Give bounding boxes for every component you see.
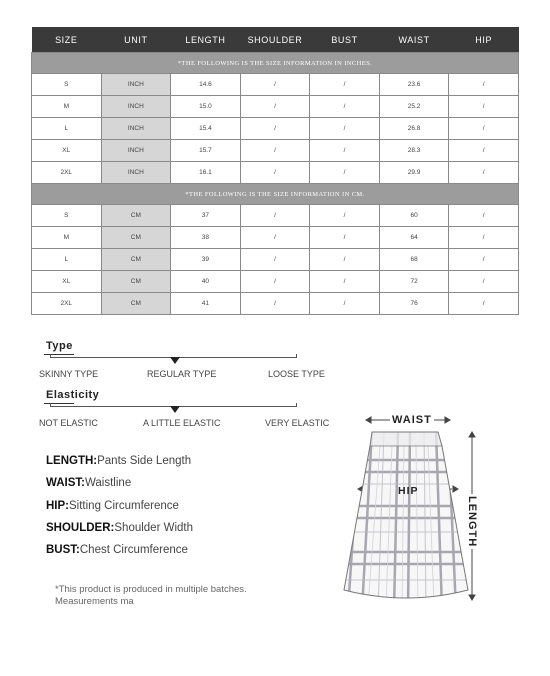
table-cell: / <box>240 96 310 118</box>
table-cell: / <box>310 249 380 271</box>
table-cell: 26.8 <box>379 118 449 140</box>
table-cell: 76 <box>379 293 449 315</box>
table-cell: 16.1 <box>171 162 241 184</box>
definition-waist <box>46 477 193 499</box>
header-shoulder: SHOULDER <box>240 27 310 53</box>
table-cell: XL <box>32 140 102 162</box>
table-cell: / <box>240 205 310 227</box>
note-line-2: Measurements ma <box>55 596 134 607</box>
definition-value: Chest Circumference <box>79 544 188 557</box>
table-cell: / <box>240 118 310 140</box>
definition-shoulder <box>46 522 193 544</box>
note-line-1: *This product is produced in multiple batches. <box>55 584 247 595</box>
elasticity-option-very: VERY ELASTIC <box>265 418 330 428</box>
hip-dimension-label: HIP <box>398 485 419 497</box>
table-cell: INCH <box>101 96 171 118</box>
table-cell: / <box>310 118 380 140</box>
table-cell: / <box>240 271 310 293</box>
table-body <box>32 53 519 315</box>
table-cell: L <box>32 249 102 271</box>
table-cell: M <box>32 227 102 249</box>
table-cell: L <box>32 118 102 140</box>
table-cell: CM <box>101 293 171 315</box>
table-cell: / <box>310 140 380 162</box>
definition-value: Pants Side Length <box>97 455 192 467</box>
table-cell: XL <box>32 271 102 293</box>
title-underline <box>44 354 74 355</box>
type-title-text: Type <box>46 340 73 352</box>
table-cell: / <box>240 293 310 315</box>
table-cell: / <box>449 118 519 140</box>
table-cell: / <box>449 271 519 293</box>
table-cell: / <box>310 293 380 315</box>
type-option-loose: LOOSE TYPE <box>268 369 325 379</box>
elasticity-option-little: A LITTLE ELASTIC <box>143 418 221 428</box>
table-cell: 64 <box>379 227 449 249</box>
table-cell: 29.9 <box>379 162 449 184</box>
length-dimension-label: LENGTH <box>466 496 478 548</box>
table-cell: CM <box>101 249 171 271</box>
table-cell: 15.7 <box>171 140 241 162</box>
table-row <box>32 227 519 249</box>
measurement-definitions <box>46 455 193 566</box>
header-bust: BUST <box>310 27 380 53</box>
table-cell: / <box>240 140 310 162</box>
definition-key: LENGTH: <box>46 455 98 467</box>
table-cell: 60 <box>379 205 449 227</box>
table-row <box>32 205 519 227</box>
table-cell: / <box>310 205 380 227</box>
type-option-regular: REGULAR TYPE <box>147 369 217 379</box>
table-cell: / <box>449 249 519 271</box>
table-cell: M <box>32 96 102 118</box>
table-cell: / <box>449 140 519 162</box>
table-row <box>32 74 519 96</box>
type-scale-title <box>46 340 73 352</box>
table-cell: / <box>449 205 519 227</box>
definition-key: HIP: <box>46 499 69 512</box>
header-size: SIZE <box>32 27 102 53</box>
table-row <box>32 162 519 184</box>
table-cell: 38 <box>171 227 241 249</box>
type-selected-marker <box>170 357 180 364</box>
section-header-row <box>32 184 519 205</box>
header-unit: UNIT <box>101 27 171 53</box>
type-option-skinny: SKINNY TYPE <box>39 369 99 379</box>
skirt-diagram <box>340 410 490 610</box>
table-cell: 25.2 <box>379 96 449 118</box>
definition-bust <box>46 544 193 566</box>
header-waist: WAIST <box>379 27 449 53</box>
definition-value: Waistline <box>84 477 132 490</box>
table-cell: CM <box>101 205 171 227</box>
elasticity-option-not: NOT ELASTIC <box>39 418 98 428</box>
table-cell: / <box>310 227 380 249</box>
table-cell: 68 <box>379 249 449 271</box>
table-cell: 41 <box>171 293 241 315</box>
table-cell: / <box>310 271 380 293</box>
production-note <box>55 584 275 608</box>
table-cell: CM <box>101 271 171 293</box>
size-chart-table <box>31 27 519 315</box>
table-cell: 15.0 <box>171 96 241 118</box>
header-hip: HIP <box>449 27 519 53</box>
elasticity-title-text: Elasticity <box>46 389 100 401</box>
table-cell: CM <box>101 227 171 249</box>
table-cell: / <box>240 74 310 96</box>
section-header-text: *THE FOLLOWING IS THE SIZE INFORMATION IN INCHES. <box>32 53 519 74</box>
table-cell: INCH <box>101 140 171 162</box>
table-cell: / <box>240 249 310 271</box>
table-cell: 14.6 <box>171 74 241 96</box>
table-cell: / <box>449 227 519 249</box>
table-cell: 23.6 <box>379 74 449 96</box>
definition-length <box>46 455 193 477</box>
waist-dimension-label: WAIST <box>392 414 432 426</box>
table-cell: / <box>310 96 380 118</box>
table-cell: INCH <box>101 118 171 140</box>
table-cell: / <box>310 74 380 96</box>
table-row <box>32 293 519 315</box>
table-cell: 2XL <box>32 293 102 315</box>
definition-key: SHOULDER: <box>46 521 115 534</box>
table-cell: 40 <box>171 271 241 293</box>
table-cell: / <box>449 162 519 184</box>
table-cell: / <box>449 293 519 315</box>
table-row <box>32 96 519 118</box>
title-underline <box>44 403 74 404</box>
table-cell: S <box>32 205 102 227</box>
table-row <box>32 249 519 271</box>
definition-value: Sitting Circumference <box>69 499 179 512</box>
table-cell: 72 <box>379 271 449 293</box>
definition-key: WAIST: <box>46 477 85 490</box>
table-cell: / <box>240 227 310 249</box>
table-row <box>32 271 519 293</box>
table-cell: / <box>449 74 519 96</box>
definition-hip <box>46 500 193 522</box>
table-cell: 37 <box>171 205 241 227</box>
table-row <box>32 140 519 162</box>
elasticity-selected-marker <box>170 406 180 413</box>
table-row <box>32 118 519 140</box>
definition-key: BUST: <box>46 544 80 557</box>
elasticity-scale-title <box>46 389 99 401</box>
table-cell: 28.3 <box>379 140 449 162</box>
table-cell: 15.4 <box>171 118 241 140</box>
section-header-row <box>32 53 519 74</box>
table-cell: / <box>449 96 519 118</box>
table-cell: S <box>32 74 102 96</box>
table-cell: 39 <box>171 249 241 271</box>
table-cell: INCH <box>101 162 171 184</box>
header-length: LENGTH <box>171 27 241 53</box>
table-cell: / <box>310 162 380 184</box>
table-header-row <box>32 27 519 53</box>
table-cell: 2XL <box>32 162 102 184</box>
definition-value: Shoulder Width <box>114 521 193 534</box>
section-header-text: *THE FOLLOWING IS THE SIZE INFORMATION IN CM. <box>32 184 519 205</box>
table-cell: INCH <box>101 74 171 96</box>
table-cell: / <box>240 162 310 184</box>
